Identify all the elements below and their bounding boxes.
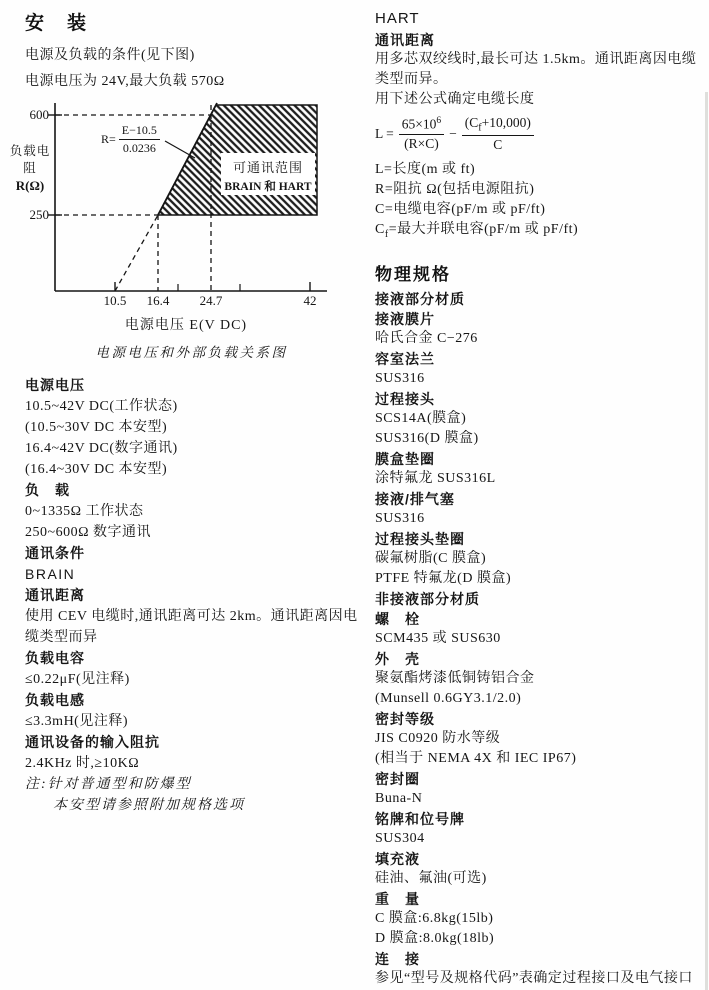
spec-heading: 过程接头 [375,391,435,408]
spec-heading: 连 接 [375,951,420,968]
spec-heading: 接液部分材质 [375,291,465,308]
num1-text: 65×10 [401,116,437,132]
section-title-installation: 安 装 [25,13,89,34]
x-axis-label: 电源电压 E(V DC) [124,318,248,333]
spec-line: 2.4KHz 时,≥10KΩ [25,756,140,771]
y-tick-label-600: 600 [29,107,49,122]
region-label-line1: 可通讯范围 [232,160,303,175]
physical-specs [375,289,707,989]
spec-heading: 外 壳 [375,651,420,668]
spec-line: 聚氨酯烤漆低铜铸铝合金 [375,671,535,687]
spec-heading: 重 量 [375,891,420,908]
chart-canvas [25,101,365,311]
formula-lhs: R= [101,132,116,146]
chart-caption: 电源电压和外部负载关系图 [95,345,288,360]
spec-line: 10.5~42V DC(工作状态) [25,399,178,414]
spec-heading: 填充液 [375,851,420,868]
spec-line: 电源电压为 24V,最大负载 570Ω [25,74,225,89]
y-axis-label-text: 负载电阻 [9,144,51,175]
spec-line: 250~600Ω 数字通讯 [25,525,151,540]
spec-line: C=电缆电容(pF/m 或 pF/ft) [375,201,546,217]
spec-heading: 密封等级 [375,711,435,728]
spec-line: 用多芯双绞线时,最长可达 1.5km。通讯距离因电缆类型而异。 [375,52,697,87]
spec-line: (Munsell 0.6GY3.1/2.0) [375,691,522,707]
spec-line: ≤3.3mH(见注释) [25,714,129,729]
formula-pointer-line [165,141,195,158]
hart-variable-definitions [375,160,707,220]
spec-heading: 非接液部分材质 [375,591,480,608]
installation-specs [25,375,358,816]
spec-heading: 接液膜片 [375,311,435,328]
exponent: 6 [436,116,442,127]
spec-heading: 螺 栓 [375,611,420,628]
formula-numerator: E−10.5 [119,123,160,140]
spec-line: SUS316 [375,371,425,387]
communication-region-label [223,157,313,194]
spec-line: 碳氟树脂(C 膜盒) [375,551,487,567]
load-vs-voltage-chart [9,101,358,337]
spec-line: SUS316 [375,511,425,527]
spec-heading: 铭牌和位号牌 [375,811,465,828]
boundary-formula [101,123,160,156]
x-tick-label-16-4: 16.4 [146,293,170,308]
formula-fraction [119,123,160,156]
installation-intro [25,43,358,95]
spec-line: 涂特氟龙 SUS316L [375,471,496,487]
cf-symbol: C [375,221,385,237]
formula-numerator-1 [399,116,444,135]
formula-fraction-2 [462,115,534,153]
spec-line: 用下述公式确定电缆长度 [375,92,535,107]
hart-intro [375,30,707,110]
spec-line: 16.4~42V DC(数字通讯) [25,441,178,456]
spec-line: SUS316(D 膜盒) [375,431,479,447]
right-column [375,0,707,989]
spec-line: 注:针对普通型和防爆型 [25,777,192,792]
left-column [9,0,358,816]
cf-subscript: f [478,122,482,134]
spec-line: Buna-N [375,791,423,807]
spec-line: SCM435 或 SUS630 [375,631,501,647]
spec-heading: 过程接头垫圈 [375,531,465,548]
x-tick-label-42: 42 [303,293,317,308]
spec-heading: 通讯设备的输入阻抗 [25,734,160,750]
y-axis-unit: R(Ω) [15,178,45,193]
boundary-line-dashed [115,215,158,291]
spec-line: L=长度(m 或 ft) [375,161,476,177]
spec-line: 哈氏合金 C−276 [375,331,478,347]
section-title-hart: HART [375,10,420,27]
num2a-text: (C [464,115,479,130]
spec-heading: 负载电感 [25,692,85,708]
spec-line: SUS304 [375,831,425,847]
formula-fraction-1 [399,116,444,152]
spec-line: (相当于 NEMA 4X 和 IEC IP67) [375,751,577,767]
spec-line: 电源及负载的条件(见下图) [25,48,195,63]
cf-definition [375,220,707,245]
formula-denominator-2: C [493,136,503,152]
spec-line: PTFE 特氟龙(D 膜盒) [375,571,512,587]
x-tick-label-10-5: 10.5 [103,293,127,308]
formula-denominator: 0.0236 [122,141,156,155]
spec-heading: 负载电容 [25,650,85,666]
spec-heading: 容室法兰 [375,351,435,368]
num2b-text: +10,000) [481,115,531,130]
minus-sign: − [449,125,457,141]
spec-line: SCS14A(膜盒) [375,411,467,427]
cf-definition-text: =最大并联电容(pF/m 或 pF/ft) [388,221,579,237]
formula-lhs: L = [375,125,394,141]
spec-heading: 密封圈 [375,771,420,788]
cf-symbol-subscript: f [384,228,389,240]
y-tick-label-250: 250 [29,207,49,222]
spec-line: 硅油、氟油(可选) [375,871,487,887]
x-tick-label-24-7: 24.7 [199,293,223,308]
spec-heading: 通讯距离 [375,32,435,48]
cable-length-formula [375,115,707,153]
spec-line: R=阻抗 Ω(包括电源阻抗) [375,181,535,197]
spec-heading: 负 载 [25,482,70,498]
spec-line: 0~1335Ω 工作状态 [25,504,144,519]
spec-line: BRAIN [25,566,76,582]
spec-line: (16.4~30V DC 本安型) [25,462,168,477]
formula-denominator-1: (R×C) [404,135,439,151]
spec-heading: 接液/排气塞 [375,491,455,508]
spec-heading: 膜盒垫圈 [375,451,435,468]
formula-numerator-2 [462,115,534,136]
spec-line: D 膜盒:8.0kg(18lb) [375,931,495,947]
spec-line: JIS C0920 防水等级 [375,731,501,747]
y-axis-label [4,143,56,194]
spec-line: ≤0.22μF(见注释) [25,672,130,687]
spec-heading: 通讯距离 [25,587,85,603]
spec-line: 参见“型号及规格代码”表确定过程接口及电气接口 [375,971,693,987]
spec-line: (10.5~30V DC 本安型) [25,420,168,435]
spec-heading: 电源电压 [25,377,85,393]
spec-line: 使用 CEV 电缆时,通讯距离可达 2km。通讯距离因电缆类型而异 [25,609,358,645]
spec-line: C 膜盒:6.8kg(15lb) [375,911,494,927]
spec-heading: 通讯条件 [25,545,85,561]
spec-line: 本安型请参照附加规格选项 [53,798,245,813]
region-label-line2: BRAIN 和 HART [224,181,312,193]
section-title-physical-specs: 物理规格 [375,265,451,285]
